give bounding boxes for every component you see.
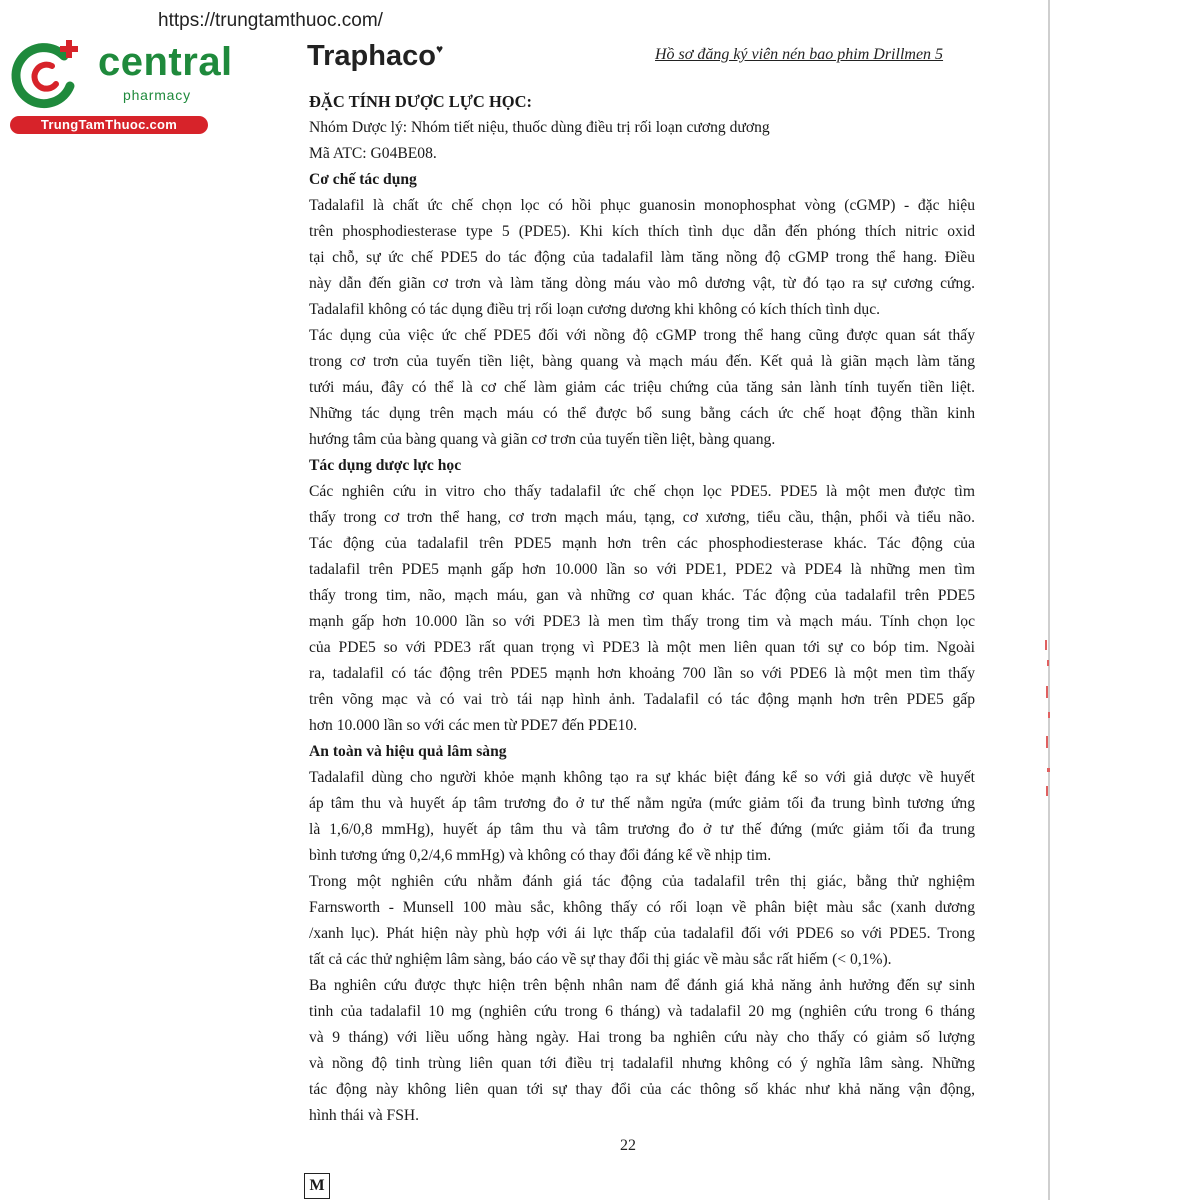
page-number: 22 <box>620 1137 636 1154</box>
central-pharmacy-logo <box>10 36 233 136</box>
page-edge-divider <box>1048 0 1050 1200</box>
text-line: trên võng mạc và có vai trò tái nạp hình ảnh. Tadalafil có tác động mạnh hơn trên PDE5 gấp <box>309 691 975 708</box>
text-line: trên phosphodiesterase type 5 (PDE5). Khi kích thích tình dục dẫn đến phóng thích nitric oxid <box>309 223 975 240</box>
red-stamp-marks <box>1040 640 1054 800</box>
subsection-heading: Tác dụng dược lực học <box>309 457 462 474</box>
text-line: và nồng độ tinh trùng liên quan tới điều trị tadalafil nhưng không có ý nghĩa lâm sàng. Những <box>309 1055 975 1072</box>
traphaco-brand: Traphaco♥ <box>307 40 444 72</box>
text-line: Tác dụng của việc ức chế PDE5 đối với nồng độ cGMP trong thể hang cũng được quan sát thấy <box>309 327 975 344</box>
text-line: tại chỗ, sự ức chế PDE5 do tác động của tadalafil làm tăng nồng độ cGMP trong thể hang. Điều <box>309 249 975 266</box>
text-line: mạnh gấp hơn 10.000 lần so với PDE3 là men tìm thấy trong tim và mạch máu. Tính chọn lọc <box>309 613 975 630</box>
text-line: này dẫn đến giãn cơ trơn và làm tăng dòng máu vào mô dương vật, từ đó tạo ra sự cương cứng. <box>309 275 975 292</box>
text-line: tưới máu, đây có thể là cơ chế làm giảm các triệu chứng của tăng sản lành tính tuyến tiền liệt. <box>309 379 975 396</box>
text-line: tất cả các thử nghiệm lâm sàng, báo cáo về sự thay đổi thị giác về màu sắc rất hiếm (< 0,1%). <box>309 951 892 968</box>
text-line: áp tâm thu và huyết áp tâm trương đo ở tư thế nằm ngửa (mức giảm tối đa trung bình tương ứng <box>309 795 975 812</box>
text-line: tác động này không liên quan tới sự thay đổi của các thông số khác như khả năng vận động, <box>309 1081 975 1098</box>
text-line: hình thái và FSH. <box>309 1107 420 1124</box>
logo-wordmark: central <box>98 40 233 84</box>
text-line: bình tương ứng 0,2/4,6 mmHg) và không có thay đổi đáng kể về nhịp tim. <box>309 847 772 864</box>
text-line: là 1,6/0,8 mmHg), huyết áp tâm thu và tâm trương đo ở tư thế đứng (mức giảm tối đa trung <box>309 821 975 838</box>
text-line: Mã ATC: G04BE08. <box>309 145 437 162</box>
text-line: Tadalafil dùng cho người khỏe mạnh không tạo ra sự khác biệt đáng kể so với giả dược về huyết <box>309 769 975 786</box>
text-line: và 9 tháng) với liều uống hàng ngày. Hai trong ba nghiên cứu này cho thấy có giảm số lượng <box>309 1029 975 1046</box>
text-line: thấy trong tim, não, mạch máu, gan và những cơ quan khác. Tác động của tadalafil trên PDE5 <box>309 587 975 604</box>
text-line: Tadalafil là chất ức chế chọn lọc có hồi phục guanosin monophosphat vòng (cGMP) - đặc hiệu <box>309 197 975 214</box>
text-line: Farnsworth - Munsell 100 màu sắc, không thấy có rối loạn về phân biệt màu sắc (xanh dương <box>309 899 975 916</box>
subsection-heading: Cơ chế tác dụng <box>309 171 417 188</box>
text-line: trong cơ trơn của tuyến tiền liệt, bàng quang và mạch máu đến. Kết quả là giãn mạch làm tăng <box>309 353 975 370</box>
watermark-url: https://trungtamthuoc.com/ <box>158 10 383 31</box>
logo-banner: TrungTamThuoc.com <box>10 116 208 134</box>
text-line: Trong một nghiên cứu nhằm đánh giá tác động của tadalafil trên thị giác, bằng thử nghiệm <box>309 873 975 890</box>
text-line: Những tác dụng trên mạch máu có thể được bổ sung bằng cách ức chế hoạt động thần kinh <box>309 405 975 422</box>
section-title: ĐẶC TÍNH DƯỢC LỰC HỌC: <box>309 92 533 111</box>
text-line: của PDE5 so với PDE3 rất quan trọng vì PDE3 là một men liên quan tới sự co bóp tim. Ngoài <box>309 639 975 656</box>
text-line: tinh của tadalafil 10 mg (nghiên cứu trong 6 tháng) và tadalafil 20 mg (nghiên cứu trong 6 tháng <box>309 1003 975 1020</box>
text-line: hướng tâm của bàng quang và giãn cơ trơn của tuyến tiền liệt, bàng quang. <box>309 431 776 448</box>
text-line: /xanh lục). Phát hiện này phù hợp với ái lực thấp của tadalafil đối với PDE6 so với PDE5. Trong <box>309 925 975 942</box>
text-line: thấy trong cơ trơn thể hang, cơ trơn mạch máu, tạng, cơ xương, tiểu cầu, thận, phổi và tiểu não. <box>309 509 975 526</box>
text-line: Tadalafil không có tác dụng điều trị rối loạn cương dương khi không có kích thích tình dục. <box>309 301 881 318</box>
logo-tagline: pharmacy <box>123 87 191 103</box>
text-line: Ba nghiên cứu được thực hiện trên bệnh nhân nam để đánh giá khả năng ảnh hưởng đến sự sinh <box>309 977 975 994</box>
document-body <box>309 89 975 1129</box>
text-line: ra, tadalafil có tác động trên PDE5 mạnh hơn khoảng 700 lần so với PDE6 là một men tìm thấy <box>309 665 975 682</box>
document-header: Hồ sơ đăng ký viên nén bao phim Drillmen 5 <box>655 46 944 63</box>
text-line: tadalafil trên PDE5 mạnh gấp hơn 10.000 lần so với PDE1, PDE2 và PDE4 là những men tìm <box>309 561 975 578</box>
text-line: Các nghiên cứu in vitro cho thấy tadalafil ức chế chọn lọc PDE5. PDE5 là một men được tìm <box>309 483 975 500</box>
subsection-heading: An toàn và hiệu quả lâm sàng <box>309 743 507 760</box>
pharmacy-cross-icon <box>10 38 90 112</box>
text-line: Tác động của tadalafil trên PDE5 mạnh hơn trên các phosphodiesterase khác. Tác động của <box>309 535 975 552</box>
text-line: Nhóm Dược lý: Nhóm tiết niệu, thuốc dùng điều trị rối loạn cương dương <box>309 119 770 136</box>
footer-mark: M <box>304 1173 330 1199</box>
text-line: hơn 10.000 lần so với các men từ PDE7 đến PDE10. <box>309 717 638 734</box>
